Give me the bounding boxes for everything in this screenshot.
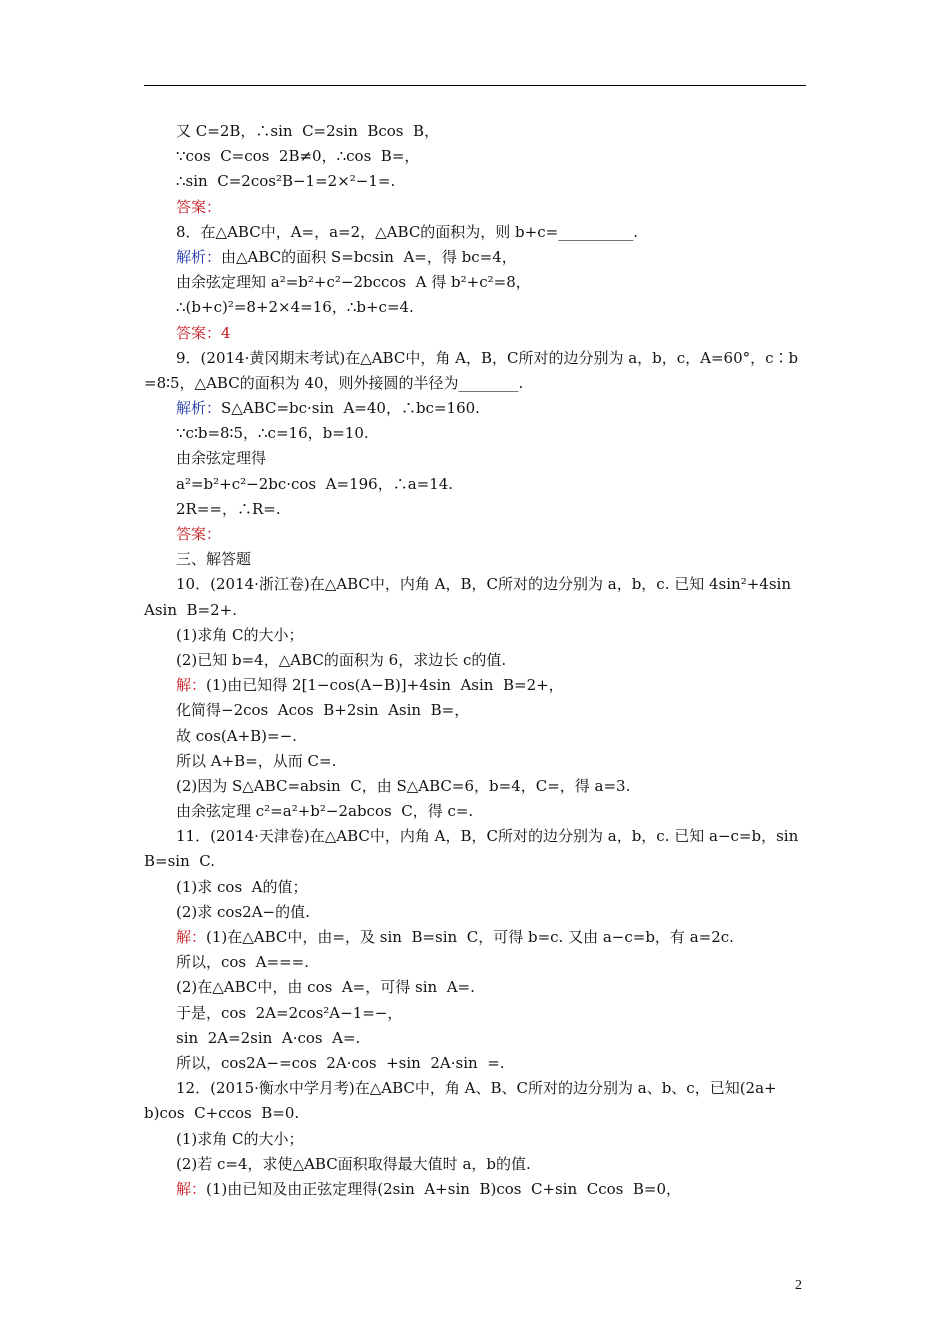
- line-text: (1)求角 C的大小；: [176, 625, 304, 644]
- line-text: (2)若 c=4，求使△ABC面积取得最大值时 a，b的值.: [176, 1154, 531, 1173]
- line-text: 答案：4: [176, 323, 231, 342]
- text-line: [144, 623, 814, 648]
- text-line: [144, 295, 814, 320]
- line-text: ∴(b+c)²=8+2×4=16，∴b+c=4.: [176, 298, 414, 317]
- line-text: (1)在△ABC中，由=，及 sin B=sin C，可得 b=c. 又由 a−c=b，有 a=2c.: [206, 928, 734, 946]
- text-line: [144, 698, 814, 723]
- line-text: 答案：: [176, 197, 222, 216]
- text-line: [144, 648, 814, 673]
- line-text: 又 C=2B，∴sin C=2sin Bcos B，: [176, 122, 440, 140]
- text-line: [144, 1026, 814, 1051]
- line-text: 所以，cos2A−=cos 2A·cos +sin 2A·sin =.: [176, 1053, 505, 1072]
- line-text: (1)由已知得 2[1−cos(A−B)]+4sin Asin B=2+，: [206, 676, 564, 695]
- text-line: [144, 1152, 814, 1177]
- line-text: 由△ABC的面积 S=bcsin A=，得 bc=4，: [221, 247, 517, 266]
- text-line: [144, 799, 814, 824]
- line-text: (2)在△ABC中，由 cos A=，可得 sin A=.: [176, 978, 475, 997]
- line-text: ∵cos C=cos 2B≠0，∴cos B=，: [176, 147, 420, 166]
- text-line: [144, 497, 814, 522]
- text-line: [144, 144, 814, 169]
- text-line: [144, 925, 814, 950]
- text-line: [144, 950, 814, 975]
- text-line: [144, 598, 814, 623]
- line-text: S△ABC=bc·sin A=40，∴bc=160.: [221, 399, 480, 418]
- header-rule: [144, 85, 806, 86]
- text-line: [144, 875, 814, 900]
- text-line: [144, 749, 814, 774]
- document-body: [144, 119, 814, 1202]
- text-line: [144, 446, 814, 471]
- line-text: 于是，cos 2A=2cos²A−1=−，: [176, 1003, 403, 1022]
- text-line: [144, 270, 814, 295]
- line-text: 由余弦定理得: [176, 449, 267, 468]
- line-text: (1)由已知及由正弦定理得(2sin A+sin B)cos C+sin Ccos B=0，: [206, 1179, 681, 1198]
- line-text: 11．(2014·天津卷)在△ABC中，内角 A，B，C所对的边分别为 a，b，c. 已知 a−c=b，sin: [176, 827, 799, 846]
- line-label: 解析：: [176, 399, 222, 418]
- line-text: 所以，cos A===.: [176, 953, 309, 972]
- text-line: [144, 472, 814, 497]
- text-line: [144, 824, 814, 849]
- text-line: [144, 1101, 814, 1126]
- text-line: [144, 220, 814, 245]
- text-line: [144, 849, 814, 874]
- line-text: Asin B=2+.: [144, 600, 237, 619]
- line-text: B=sin C.: [144, 852, 215, 871]
- text-line: [144, 1051, 814, 1076]
- text-line: [144, 119, 814, 144]
- line-text: 化简得−2cos Acos B+2sin Asin B=，: [176, 701, 470, 720]
- text-line: [144, 774, 814, 799]
- text-line: [144, 522, 814, 547]
- line-text: 9．(2014·黄冈期末考试)在△ABC中，角 A，B，C所对的边分别为 a，b，c，A=60°，c∶b: [176, 348, 799, 367]
- line-label: 解析：: [176, 247, 222, 266]
- page-number: 2: [795, 1278, 802, 1293]
- text-line: [144, 396, 814, 421]
- line-text: 所以 A+B=，从而 C=.: [176, 751, 337, 770]
- line-text: ∵c∶b=8∶5，∴c=16，b=10.: [176, 424, 369, 443]
- line-label: 解：: [176, 928, 207, 946]
- line-text: 10．(2014·浙江卷)在△ABC中，内角 A，B，C所对的边分别为 a，b，c. 已知 4sin²+4sin: [176, 575, 791, 594]
- line-text: =8∶5，△ABC的面积为 40，则外接圆的半径为________.: [144, 373, 524, 392]
- line-text: 8．在△ABC中，A=，a=2，△ABC的面积为，则 b+c=__________.: [176, 222, 638, 241]
- text-line: [144, 421, 814, 446]
- text-line: [144, 1076, 814, 1101]
- line-text: (2)已知 b=4，△ABC的面积为 6，求边长 c的值.: [176, 650, 507, 669]
- text-line: [144, 1001, 814, 1026]
- text-line: [144, 169, 814, 194]
- text-line: [144, 195, 814, 220]
- line-text: sin 2A=2sin A·cos A=.: [176, 1028, 361, 1047]
- line-text: 三、解答题: [176, 550, 252, 569]
- text-line: [144, 900, 814, 925]
- line-label: 解：: [176, 1179, 207, 1198]
- line-label: 解：: [176, 676, 207, 695]
- line-text: 2R==，∴R=.: [176, 499, 281, 518]
- text-line: [144, 673, 814, 698]
- text-line: [144, 371, 814, 396]
- text-line: [144, 1127, 814, 1152]
- line-text: 由余弦定理知 a²=b²+c²−2bccos A 得 b²+c²=8，: [176, 273, 531, 292]
- text-line: [144, 547, 814, 572]
- line-text: 由余弦定理 c²=a²+b²−2abcos C，得 c=.: [176, 802, 474, 821]
- text-line: [144, 572, 814, 597]
- line-text: (1)求角 C的大小；: [176, 1129, 304, 1148]
- text-line: [144, 321, 814, 346]
- line-text: 答案：: [176, 525, 222, 543]
- line-text: 12．(2015·衡水中学月考)在△ABC中，角 A、B、C所对的边分别为 a、b、c，已知(2a+: [176, 1079, 777, 1098]
- line-text: (2)因为 S△ABC=absin C，由 S△ABC=6，b=4，C=，得 a=3.: [176, 776, 631, 795]
- line-text: ∴sin C=2cos²B−1=2×²−1=.: [176, 172, 396, 191]
- line-text: 故 cos(A+B)=−.: [176, 726, 297, 745]
- text-line: [144, 724, 814, 749]
- line-text: (2)求 cos2A−的值.: [176, 902, 310, 921]
- text-line: [144, 346, 814, 371]
- line-text: b)cos C+ccos B=0.: [144, 1104, 300, 1123]
- line-text: a²=b²+c²−2bc·cos A=196，∴a=14.: [176, 474, 454, 493]
- text-line: [144, 1177, 814, 1202]
- line-text: (1)求 cos A的值；: [176, 877, 308, 896]
- text-line: [144, 975, 814, 1000]
- text-line: [144, 245, 814, 270]
